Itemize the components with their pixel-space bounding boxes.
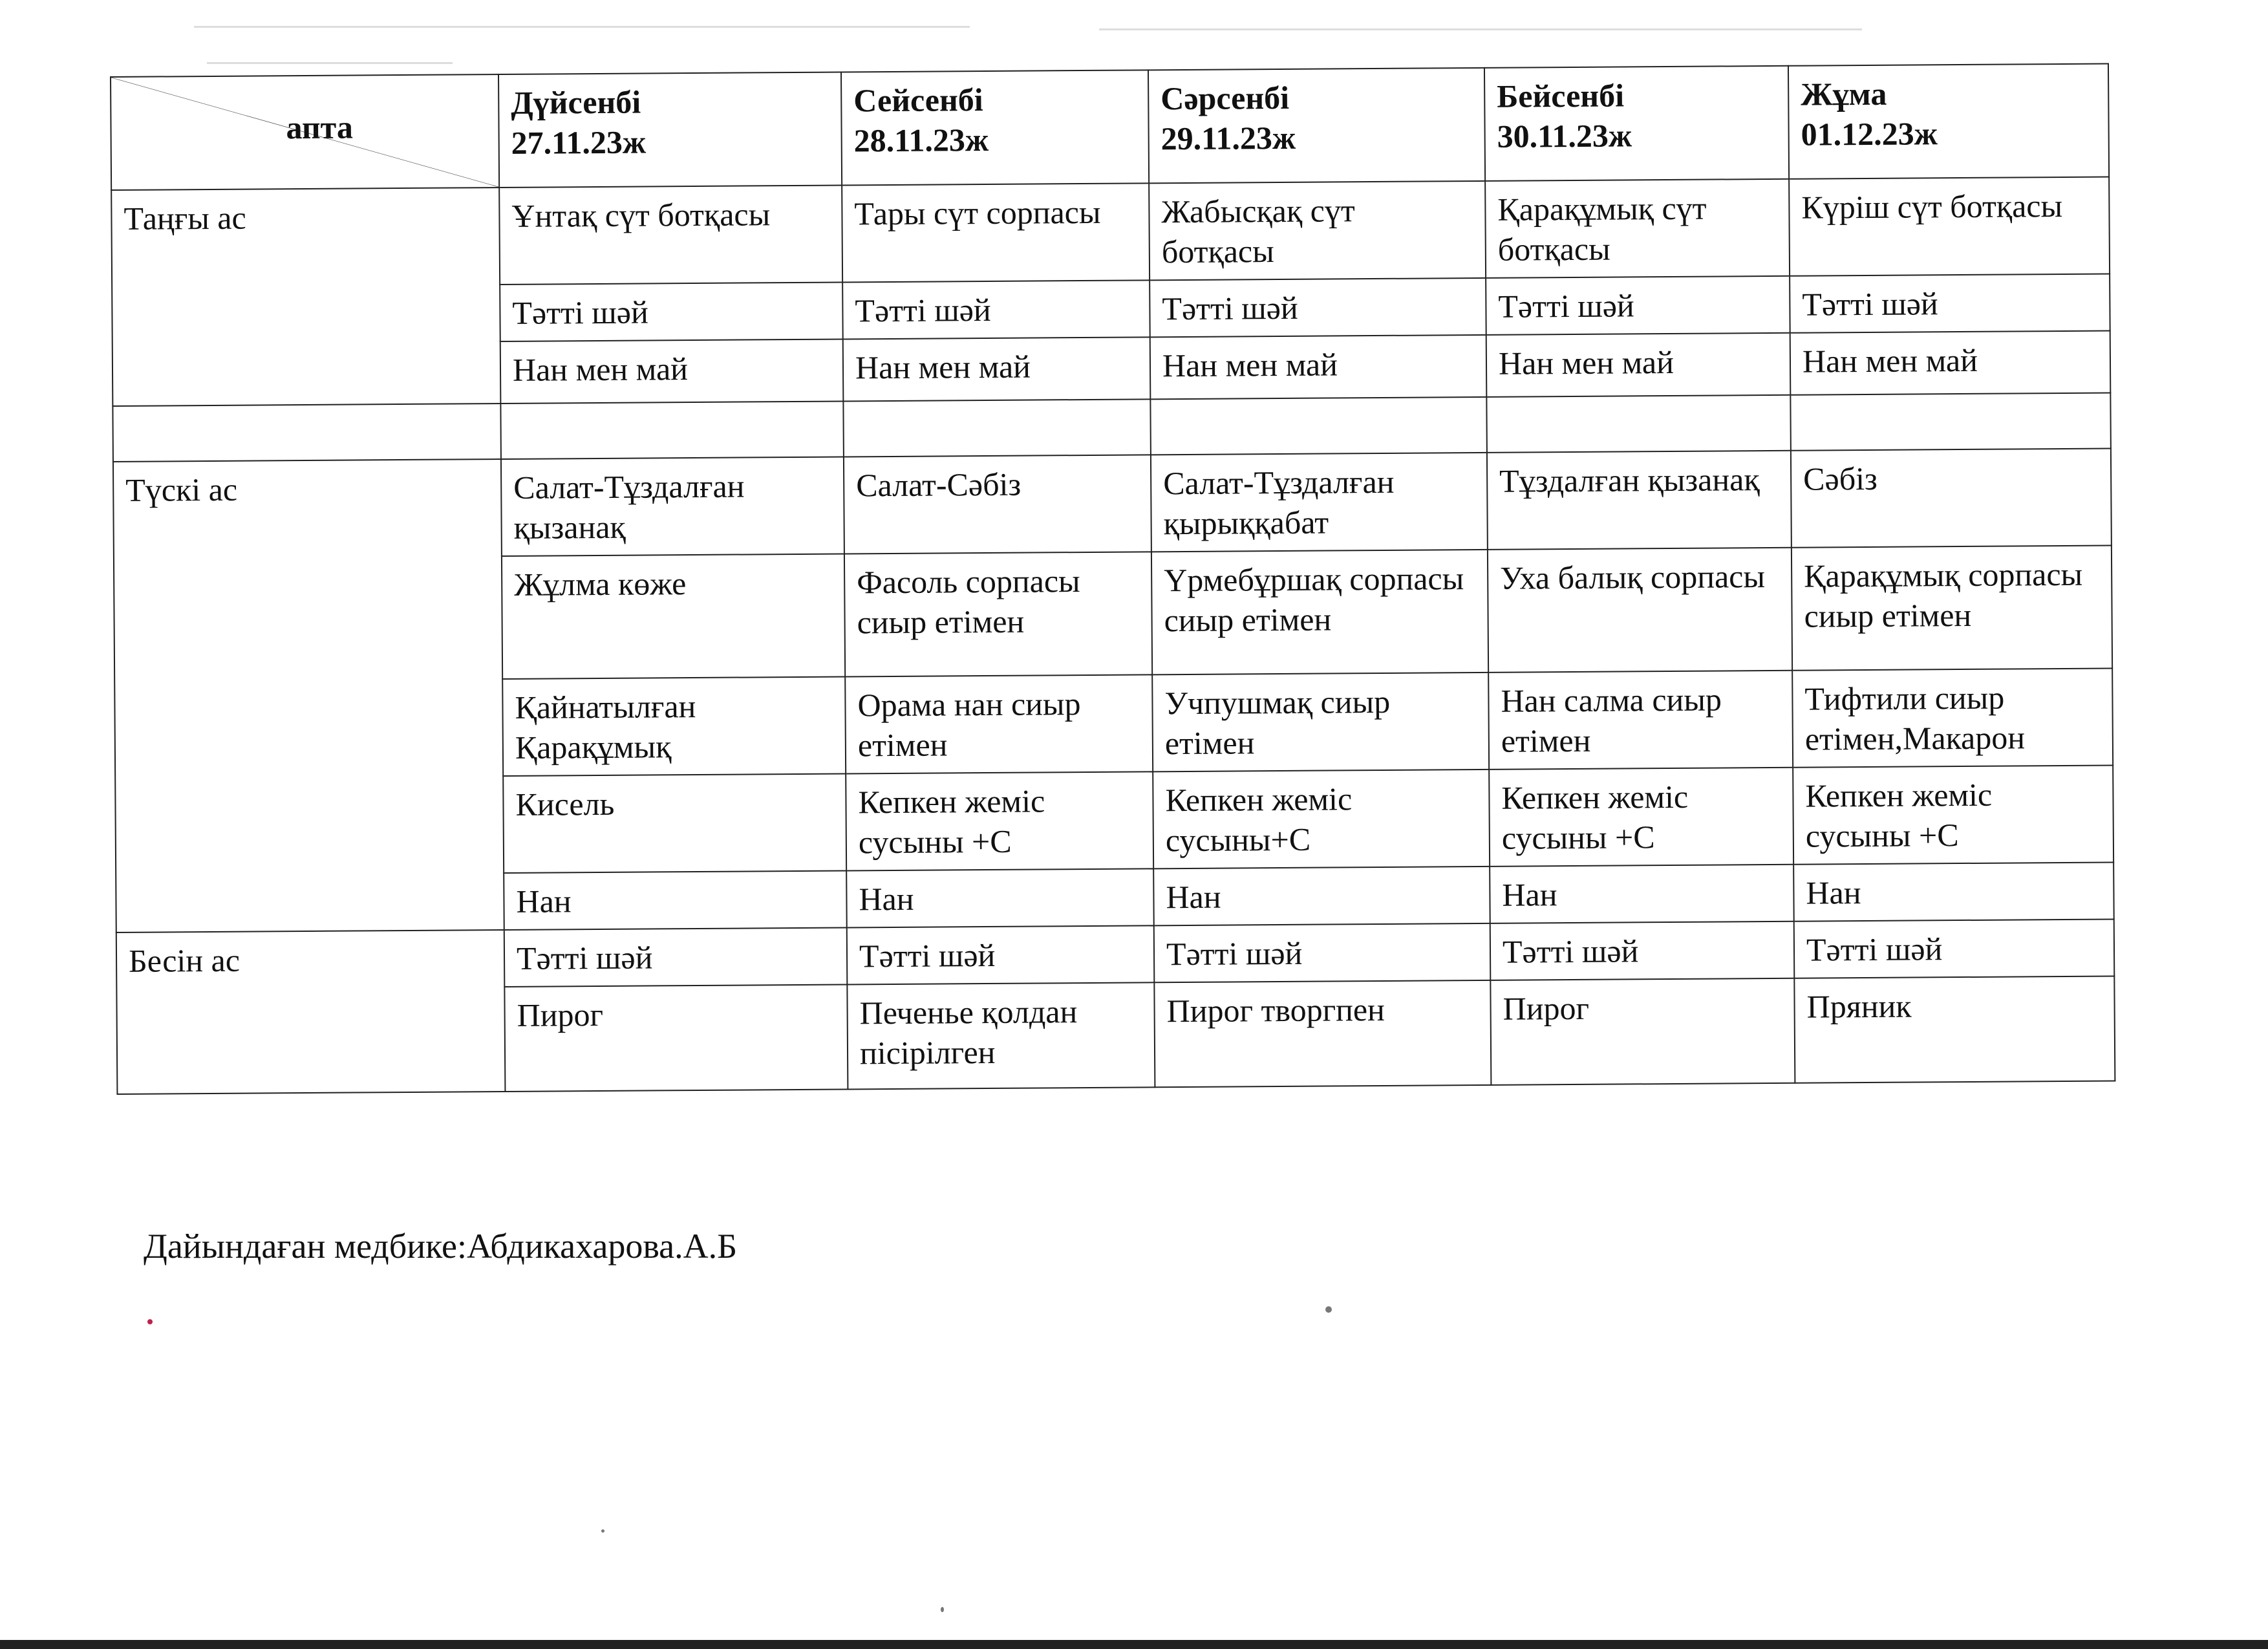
menu-cell: Күріш сүт ботқасы xyxy=(1789,177,2110,275)
menu-cell: Печенье қолдан пісірілген xyxy=(847,982,1155,1089)
menu-cell: Пирог творгпен xyxy=(1154,980,1491,1087)
menu-cell: Тәтті шәй xyxy=(500,282,843,341)
empty-cell xyxy=(1790,393,2111,450)
table-row xyxy=(113,448,2112,558)
empty-cell xyxy=(1486,395,1791,453)
menu-cell: Қарақұмық сорпасы сиыр етімен xyxy=(1792,545,2112,670)
corner-cell xyxy=(111,74,499,190)
menu-cell: Пряник xyxy=(1794,976,2115,1083)
scan-streak xyxy=(1099,28,1862,30)
menu-cell: Салат-Тұздалған қызанақ xyxy=(501,457,844,556)
day-header-monday xyxy=(498,72,842,188)
menu-cell: Пирог xyxy=(1490,978,1795,1085)
header-row xyxy=(111,63,2109,189)
menu-cell: Тәтті шәй xyxy=(1150,278,1486,337)
day-date: 01.12.23ж xyxy=(1801,115,1938,153)
menu-cell: Нан xyxy=(1153,867,1490,925)
menu-cell: Кепкен жеміс сусыны +С xyxy=(846,771,1153,870)
menu-cell: Тәтті шәй xyxy=(842,280,1150,339)
menu-cell: Учпушмақ сиыр етімен xyxy=(1152,673,1489,771)
menu-cell: Тәтті шәй xyxy=(847,925,1155,984)
menu-cell: Тәтті шәй xyxy=(1486,276,1790,335)
day-header-friday xyxy=(1788,63,2109,178)
meal-label-snack: Бесін ас xyxy=(116,930,506,1094)
weekly-menu-table xyxy=(110,63,2115,1094)
menu-cell: Фасоль сорпасы сиыр етімен xyxy=(844,552,1152,676)
menu-cell: Тұздалған қызанақ xyxy=(1487,451,1792,550)
table-row xyxy=(111,177,2110,286)
scan-streak xyxy=(194,26,970,28)
menu-cell: Қайнатылған Қарақұмық xyxy=(502,676,846,776)
day-date: 27.11.23ж xyxy=(511,124,647,161)
menu-cell: Жабысқақ сүт ботқасы xyxy=(1149,181,1486,280)
day-date: 30.11.23ж xyxy=(1497,117,1632,155)
scan-bottom-edge xyxy=(0,1640,2268,1649)
day-name: Сәрсенбі xyxy=(1161,79,1290,117)
menu-cell: Сәбіз xyxy=(1791,448,2112,547)
day-name: Дүйсенбі xyxy=(511,83,641,121)
menu-cell: Нан xyxy=(1793,862,2114,921)
menu-cell: Нан xyxy=(846,868,1154,927)
menu-cell: Нан мен май xyxy=(1790,330,2111,394)
day-date: 29.11.23ж xyxy=(1161,119,1296,157)
menu-cell: Нан xyxy=(1490,865,1794,923)
meal-label-breakfast: Таңғы ас xyxy=(111,188,500,406)
menu-cell: Нан мен май xyxy=(500,339,844,404)
corner-label: апта xyxy=(286,109,354,146)
menu-cell: Кепкен жеміс сусыны+С xyxy=(1153,770,1490,868)
empty-cell xyxy=(500,401,844,459)
menu-cell: Жұлма көже xyxy=(502,554,845,679)
empty-cell xyxy=(112,404,501,462)
menu-cell: Нан мен май xyxy=(1486,333,1791,397)
day-header-tuesday xyxy=(841,70,1149,185)
menu-cell: Уха балық сорпасы xyxy=(1488,548,1792,673)
menu-cell: Қарақұмық сүт ботқасы xyxy=(1485,179,1790,278)
scan-speck xyxy=(147,1319,153,1324)
menu-cell: Пирог xyxy=(504,984,848,1092)
menu-cell: Тифтили сиыр етімен,Макарон xyxy=(1792,668,2113,767)
day-name: Сейсенбі xyxy=(853,81,983,119)
menu-cell: Орама нан сиыр етімен xyxy=(845,674,1153,773)
menu-cell: Нан мен май xyxy=(1150,335,1487,399)
menu-cell: Кепкен жеміс сусыны +С xyxy=(1793,765,2113,864)
empty-cell xyxy=(843,399,1151,457)
menu-cell: Салат-Сәбіз xyxy=(844,455,1151,554)
empty-cell xyxy=(1150,397,1487,455)
scan-speck xyxy=(941,1607,944,1612)
menu-cell: Тәтті шәй xyxy=(1154,923,1491,982)
menu-cell: Салат-Тұздалған қырыққабат xyxy=(1151,453,1488,552)
menu-cell: Кепкен жеміс сусыны +С xyxy=(1489,768,1793,867)
menu-cell: Үрмебұршақ сорпасы сиыр етімен xyxy=(1151,550,1488,674)
day-header-wednesday xyxy=(1148,68,1485,183)
scan-speck xyxy=(1325,1306,1332,1313)
day-date: 28.11.23ж xyxy=(853,121,989,159)
meal-label-lunch: Түскі ас xyxy=(113,459,504,932)
menu-cell: Тәтті шәй xyxy=(1790,274,2110,332)
prepared-by-note: Дайындаған медбике:Абдикахарова.А.Б xyxy=(144,1227,738,1266)
menu-cell: Нан мен май xyxy=(843,337,1151,401)
menu-cell: Нан салма сиыр етімен xyxy=(1488,671,1793,770)
menu-cell: Кисель xyxy=(503,773,846,873)
scan-streak xyxy=(207,62,453,64)
day-header-thursday xyxy=(1484,66,1789,181)
day-name: Бейсенбі xyxy=(1497,77,1625,114)
menu-cell: Нан xyxy=(504,870,847,930)
day-name: Жұма xyxy=(1801,75,1887,113)
menu-cell: Тәтті шәй xyxy=(1794,919,2115,978)
menu-cell: Ұнтақ сүт ботқасы xyxy=(499,185,842,285)
menu-cell: Тәтті шәй xyxy=(504,927,848,987)
menu-cell: Тары сүт сорпасы xyxy=(842,183,1150,282)
scan-speck xyxy=(601,1529,604,1533)
menu-cell: Тәтті шәй xyxy=(1490,921,1795,980)
